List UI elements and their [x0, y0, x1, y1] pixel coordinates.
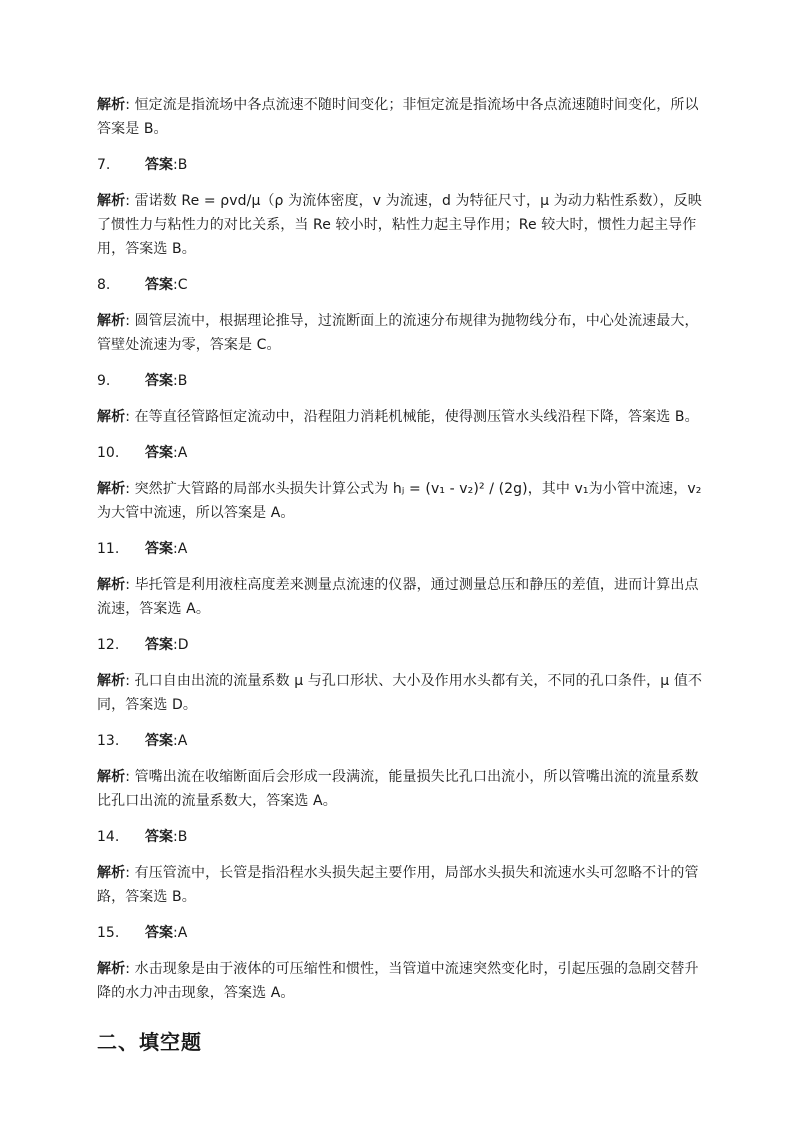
- analysis-colon: :: [125, 769, 135, 785]
- analysis-paragraph: [97, 93, 707, 141]
- analysis-colon: :: [125, 193, 135, 209]
- answer-label: 答案: [145, 277, 173, 293]
- analysis-paragraph: [97, 765, 707, 813]
- answer-line: [97, 153, 707, 177]
- answer-colon: :: [173, 829, 178, 845]
- answer-label: 答案: [145, 541, 173, 557]
- answer-label: 答案: [145, 733, 173, 749]
- analysis-text: 雷诺数 Re = ρvd/μ（ρ 为流体密度，v 为流速，d 为特征尺寸，μ 为动力粘性系数），反映了惯性力与粘性力的对比关系，当 Re 较小时，粘性力起主导作用；Re 较大时，惯性力起主导作用，答案选 B。: [97, 193, 702, 257]
- answer-label: 答案: [145, 445, 173, 461]
- answer-value: D: [177, 637, 189, 653]
- answer-colon: :: [173, 373, 178, 389]
- question-number: 7.: [97, 157, 111, 173]
- answer-label: 答案: [145, 925, 173, 941]
- answer-line: [97, 273, 707, 297]
- analysis-paragraph: [97, 573, 707, 621]
- answer-value: B: [177, 373, 188, 389]
- question-number: 13.: [97, 733, 120, 749]
- analysis-text: 孔口自由出流的流量系数 μ 与孔口形状、大小及作用水头都有关，不同的孔口条件，μ 值不同，答案选 D。: [97, 673, 703, 713]
- analysis-colon: :: [125, 865, 135, 881]
- analysis-label: 解析: [97, 961, 126, 977]
- analysis-label: 解析: [97, 481, 126, 497]
- question-number: 14.: [97, 829, 120, 845]
- analysis-label: 解析: [97, 769, 126, 785]
- answer-line: [97, 921, 707, 945]
- analysis-colon: :: [125, 577, 135, 593]
- answer-value: A: [177, 445, 188, 461]
- document-page: [97, 93, 707, 1057]
- answer-colon: :: [173, 541, 178, 557]
- answer-colon: :: [173, 157, 178, 173]
- answer-value: A: [177, 733, 188, 749]
- answer-value: B: [177, 829, 188, 845]
- analysis-paragraph: [97, 189, 707, 261]
- analysis-colon: :: [125, 481, 135, 497]
- analysis-paragraph: [97, 957, 707, 1005]
- analysis-text: 有压管流中，长管是指沿程水头损失起主要作用，局部水头损失和流速水头可忽略不计的管路，答案选 B。: [97, 865, 699, 905]
- analysis-label: 解析: [97, 193, 126, 209]
- analysis-text: 管嘴出流在收缩断面后会形成一段满流，能量损失比孔口出流小，所以管嘴出流的流量系数比孔口出流的流量系数大，答案选 A。: [97, 769, 699, 809]
- analysis-label: 解析: [97, 97, 126, 113]
- analysis-text: 在等直径管路恒定流动中，沿程阻力消耗机械能，使得测压管水头线沿程下降，答案选 B。: [134, 409, 699, 425]
- analysis-paragraph: [97, 477, 707, 525]
- question-number: 15.: [97, 925, 120, 941]
- question-number: 11.: [97, 541, 120, 557]
- analysis-text: 突然扩大管路的局部水头损失计算公式为 hⱼ = (v₁ - v₂)² / (2g)，其中 v₁为小管中流速，v₂为大管中流速，所以答案是 A。: [97, 481, 702, 521]
- answer-colon: :: [173, 637, 178, 653]
- analysis-label: 解析: [97, 673, 126, 689]
- answer-label: 答案: [145, 157, 173, 173]
- analysis-label: 解析: [97, 313, 126, 329]
- analysis-colon: :: [125, 673, 135, 689]
- answer-label: 答案: [145, 637, 173, 653]
- analysis-colon: :: [125, 97, 135, 113]
- analysis-text: 圆管层流中，根据理论推导，过流断面上的流速分布规律为抛物线分布，中心处流速最大，管壁处流速为零，答案是 C。: [97, 313, 699, 353]
- analysis-paragraph: [97, 669, 707, 717]
- analysis-text: 恒定流是指流场中各点流速不随时间变化；非恒定流是指流场中各点流速随时间变化，所以答案是 B。: [97, 97, 699, 137]
- answer-colon: :: [173, 445, 178, 461]
- analysis-colon: :: [125, 409, 135, 425]
- analysis-colon: :: [125, 313, 135, 329]
- analysis-label: 解析: [97, 865, 126, 881]
- section-title: 二、填空题: [97, 1030, 202, 1054]
- answer-colon: :: [173, 733, 178, 749]
- answer-value: B: [177, 157, 188, 173]
- analysis-label: 解析: [97, 577, 126, 593]
- question-number: 8.: [97, 277, 111, 293]
- analysis-paragraph: [97, 405, 707, 429]
- answer-line: [97, 441, 707, 465]
- analysis-text: 毕托管是利用液柱高度差来测量点流速的仪器，通过测量总压和静压的差值，进而计算出点流速，答案选 A。: [97, 577, 699, 617]
- answer-line: [97, 369, 707, 393]
- answer-colon: :: [173, 925, 178, 941]
- answer-line: [97, 633, 707, 657]
- analysis-colon: :: [125, 961, 135, 977]
- answer-value: A: [177, 541, 188, 557]
- analysis-label: 解析: [97, 409, 126, 425]
- question-number: 10.: [97, 445, 120, 461]
- answer-colon: :: [173, 277, 178, 293]
- answer-line: [97, 825, 707, 849]
- question-number: 9.: [97, 373, 111, 389]
- question-number: 12.: [97, 637, 120, 653]
- analysis-paragraph: [97, 309, 707, 357]
- answer-value: A: [177, 925, 188, 941]
- analysis-text: 水击现象是由于液体的可压缩性和惯性，当管道中流速突然变化时，引起压强的急剧交替升降的水力冲击现象，答案选 A。: [97, 961, 699, 1001]
- analysis-paragraph: [97, 861, 707, 909]
- answer-label: 答案: [145, 373, 173, 389]
- answer-line: [97, 729, 707, 753]
- answer-label: 答案: [145, 829, 173, 845]
- answer-value: C: [177, 277, 188, 293]
- answer-line: [97, 537, 707, 561]
